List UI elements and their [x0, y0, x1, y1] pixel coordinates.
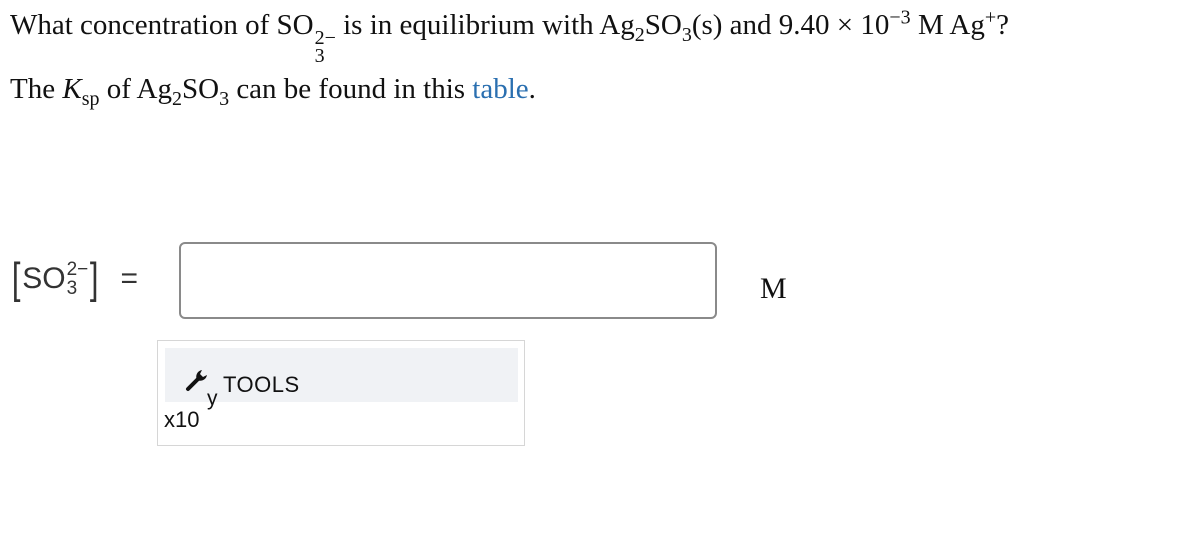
table-link[interactable]: table	[472, 73, 529, 105]
question-so: SO	[644, 9, 682, 41]
label-charge: 2−	[66, 259, 89, 280]
ksp-so-text: SO	[181, 73, 220, 105]
label-species	[22, 260, 88, 298]
ksp-tail: can be found in this	[229, 73, 473, 105]
ksp-so-subscript: 3	[219, 87, 230, 110]
question-suffix: ?	[996, 9, 1009, 41]
question-middle: is in equilibrium with Ag	[335, 9, 635, 41]
ksp-prefix: The	[10, 73, 63, 105]
equals-sign: =	[120, 262, 139, 295]
tools-panel	[157, 340, 525, 446]
silver-charge: +	[984, 6, 997, 29]
label-species-text: SO	[22, 262, 66, 295]
question-prefix: What concentration of SO	[10, 9, 314, 41]
label-subscript: 3	[66, 278, 78, 299]
concentration-input[interactable]	[179, 242, 717, 319]
exponent: −3	[889, 6, 911, 29]
tools-button[interactable]	[165, 348, 518, 410]
sulfite-charge: 2−	[314, 27, 336, 49]
question-unit: M Ag	[910, 9, 985, 41]
right-bracket: ]	[90, 254, 99, 303]
label-scripts	[67, 260, 89, 298]
ksp-ag-subscript: 2	[171, 87, 182, 110]
sulfite-subscript: 3	[314, 45, 325, 67]
answer-label	[10, 254, 138, 304]
tools-label: TOOLS	[223, 372, 300, 397]
ksp-subscript: sp	[81, 87, 100, 110]
sulfite-ion-scripts	[315, 28, 336, 66]
unit-label: M	[760, 272, 787, 305]
ksp-k-symbol: K	[62, 73, 82, 105]
question-text	[10, 2, 1009, 66]
left-bracket: [	[11, 254, 21, 303]
tools-y: y	[207, 387, 218, 410]
question-phase: (s) and 9.40 × 10	[691, 9, 890, 41]
ksp-period: .	[528, 73, 536, 105]
ksp-of-text: of Ag	[99, 73, 172, 105]
ksp-text	[10, 66, 536, 112]
silver-subscript: 2	[634, 23, 645, 46]
x10-button[interactable]: x10	[164, 407, 200, 432]
so-subscript: 3	[681, 23, 692, 46]
